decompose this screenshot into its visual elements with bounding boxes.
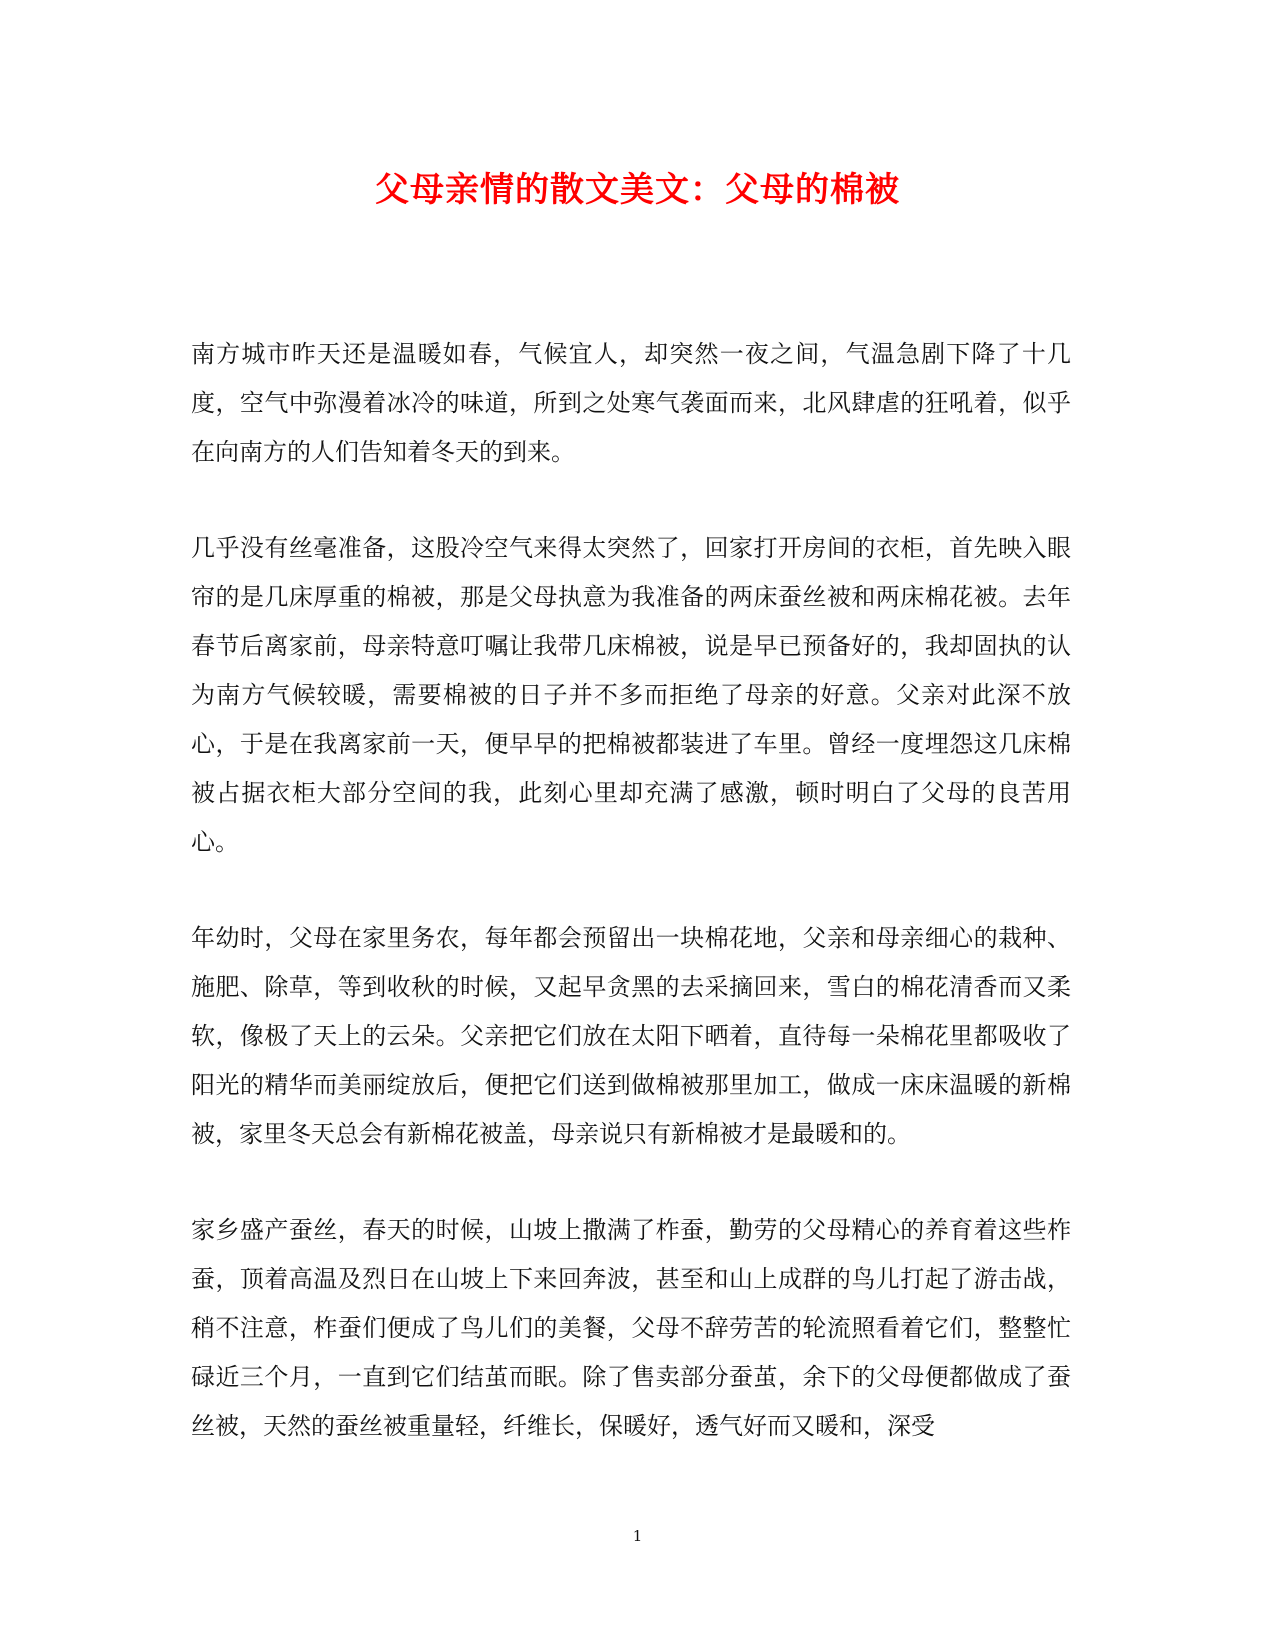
document-body [191,330,1071,1498]
paragraph-1: 南方城市昨天还是温暖如春，气候宜人，却突然一夜之间，气温急剧下降了十几度，空气中弥漫着冰冷的味道，所到之处寒气袭面而来，北风肆虐的狂吼着，似乎在向南方的人们告知着冬天的到来。 [191,340,1071,466]
paragraph-2: 几乎没有丝毫准备，这股冷空气来得太突然了，回家打开房间的衣柜，首先映入眼帘的是几床厚重的棉被，那是父母执意为我准备的两床蚕丝被和两床棉花被。去年春节后离家前，母亲特意叮嘱让我带几床棉被，说是早已预备好的，我却固执的认为南方气候较暖，需要棉被的日子并不多而拒绝了母亲的好意。父亲对此深不放心，于是在我离家前一天，便早早的把棉被都装进了车里。曾经一度埋怨这几床棉被占据衣柜大部分空间的我，此刻心里却充满了感激，顿时明白了父母的良苦用心。 [191,534,1071,856]
page-number: 1 [632,1527,643,1545]
document-title: 父母亲情的散文美文：父母的棉被 [375,170,900,210]
paragraph-3: 年幼时，父母在家里务农，每年都会预留出一块棉花地，父亲和母亲细心的栽种、施肥、除草，等到收秋的时候，又起早贪黑的去采摘回来，雪白的棉花清香而又柔软，像极了天上的云朵。父亲把它们放在太阳下晒着，直待每一朵棉花里都吸收了阳光的精华而美丽绽放后，便把它们送到做棉被那里加工，做成一床床温暖的新棉被，家里冬天总会有新棉花被盖，母亲说只有新棉被才是最暖和的。 [191,924,1071,1148]
paragraph-4: 家乡盛产蚕丝，春天的时候，山坡上撒满了柞蚕，勤劳的父母精心的养育着这些柞蚕，顶着高温及烈日在山坡上下来回奔波，甚至和山上成群的鸟儿打起了游击战，稍不注意，柞蚕们便成了鸟儿们的美餐，父母不辞劳苦的轮流照看着它们，整整忙碌近三个月，一直到它们结茧而眠。除了售卖部分蚕茧，余下的父母便都做成了蚕丝被，天然的蚕丝被重量轻，纤维长，保暖好，透气好而又暖和，深受 [191,1216,1071,1440]
